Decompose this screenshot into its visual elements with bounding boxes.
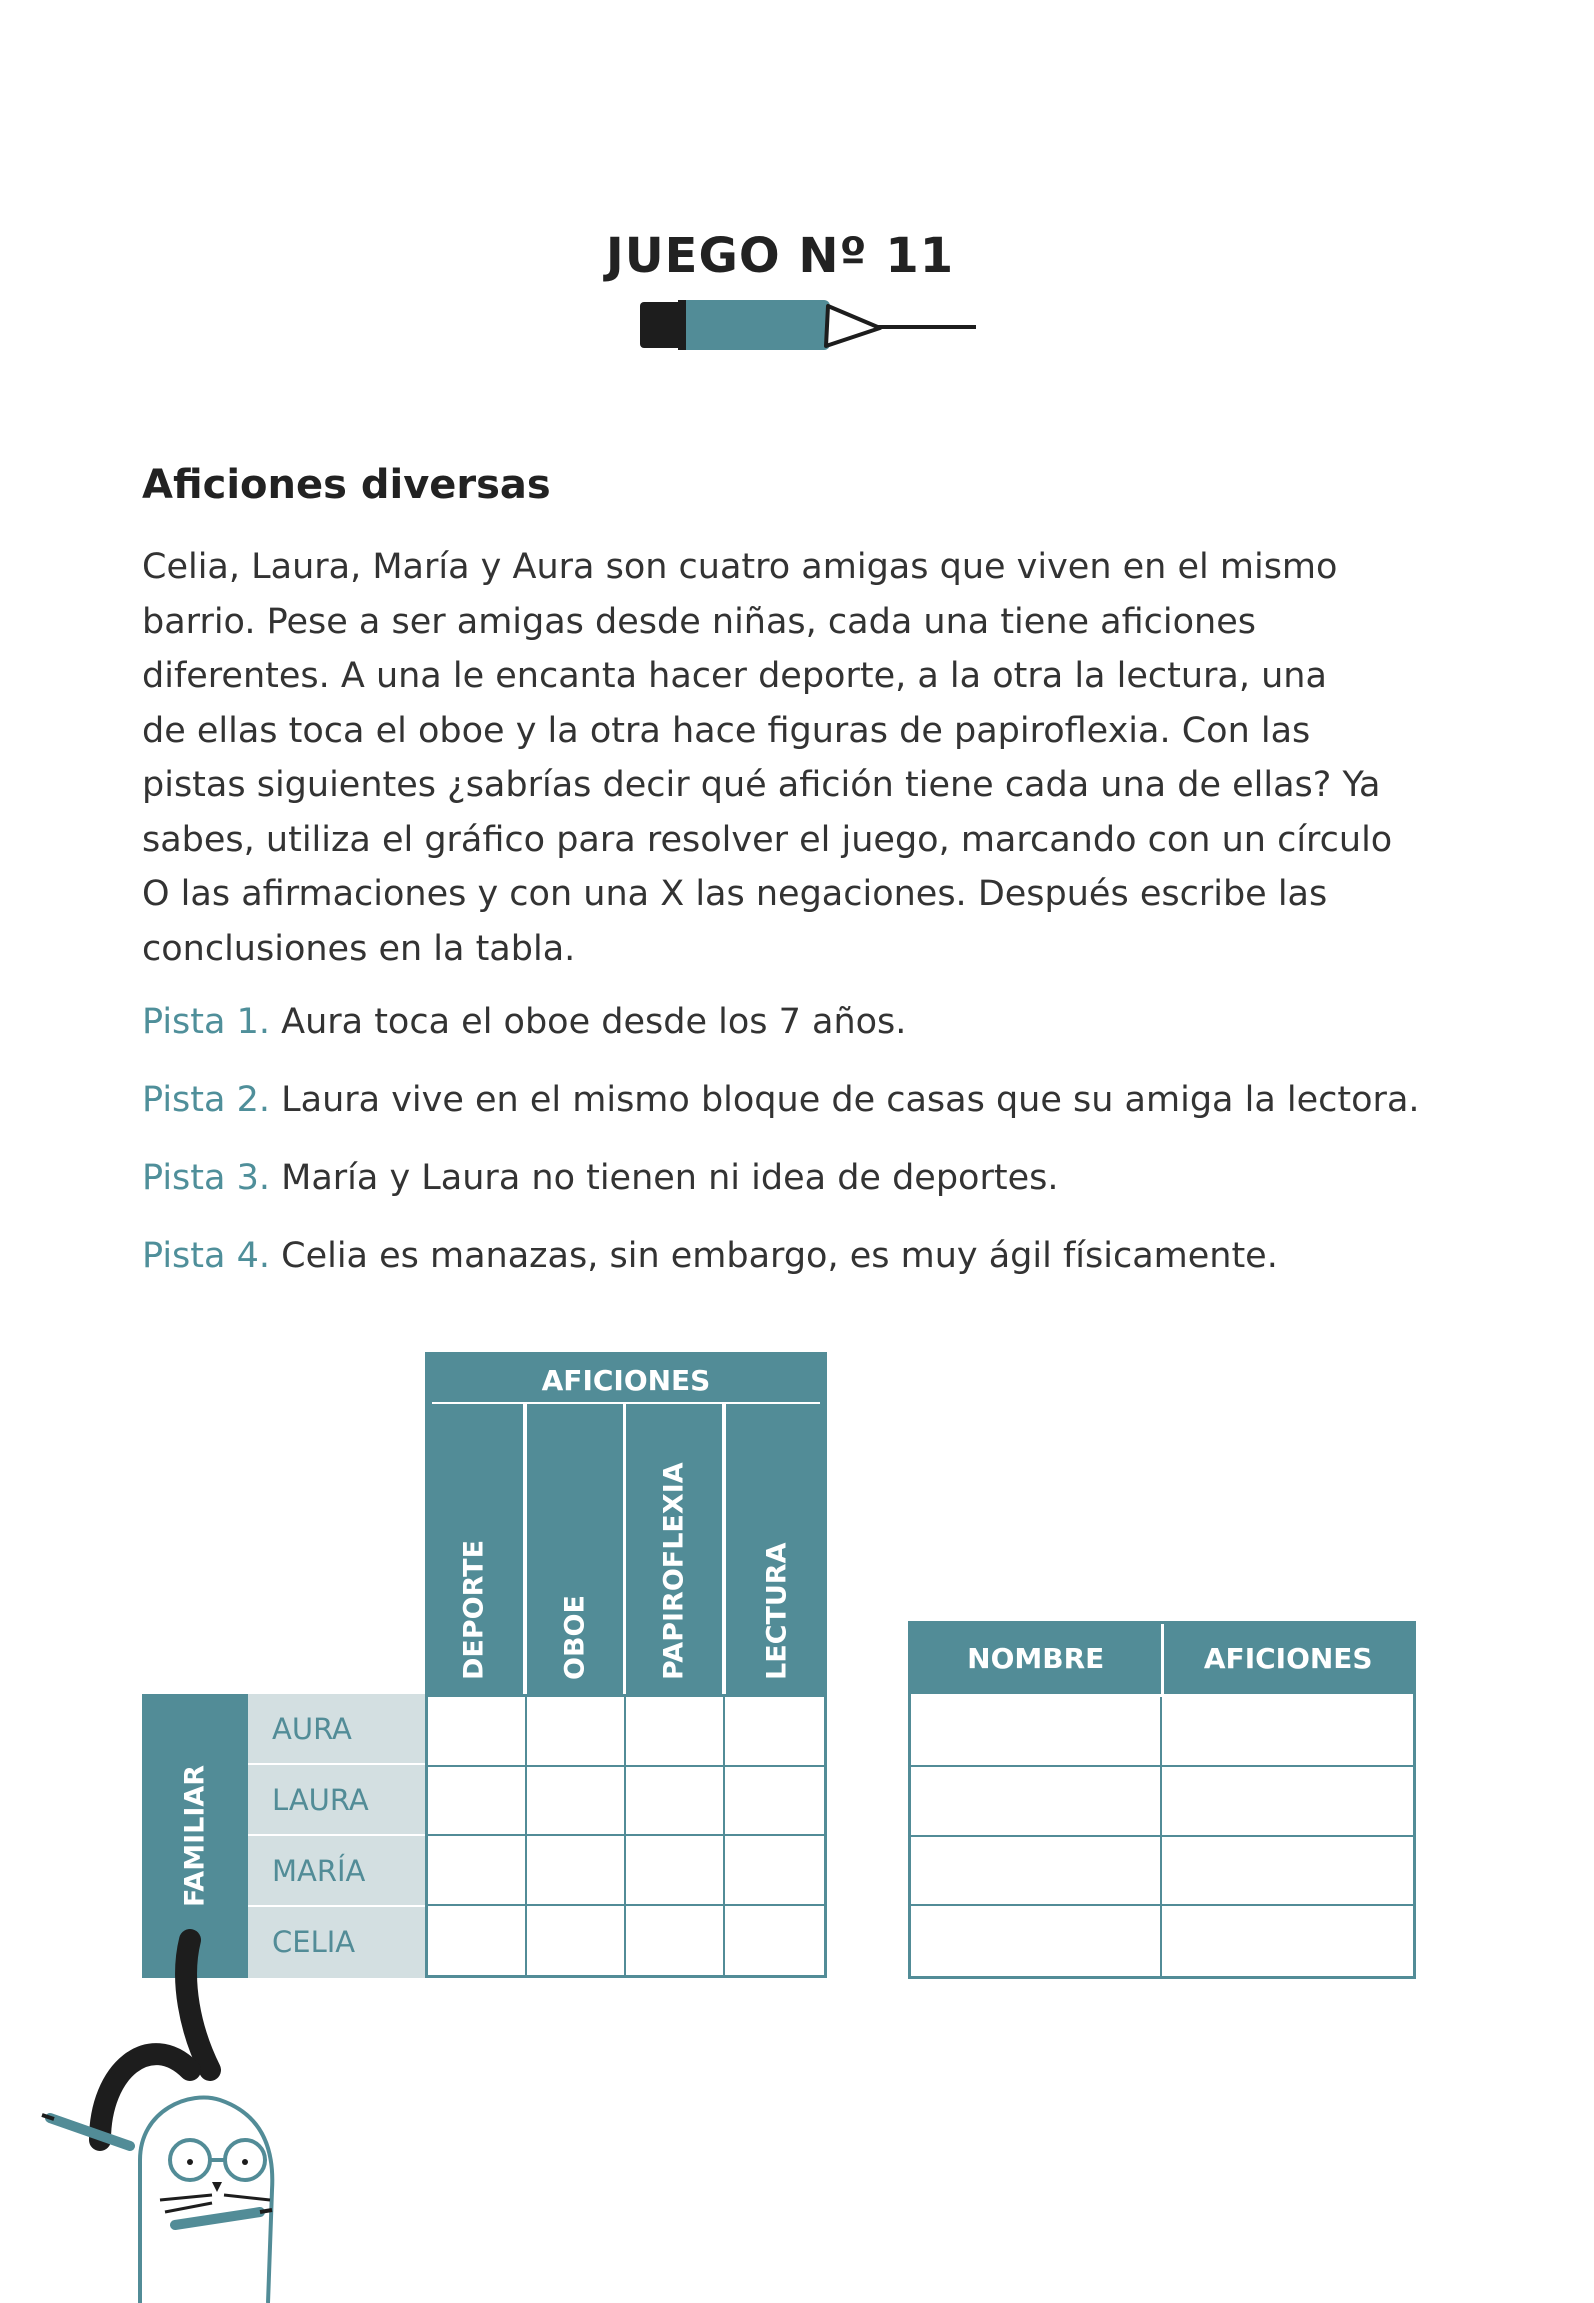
column-label: PAPIROFLEXIA: [658, 1462, 690, 1680]
intro-line: conclusiones en la tabla.: [142, 928, 576, 969]
clue-3: [142, 1158, 1058, 1198]
summary-cell[interactable]: [1162, 1697, 1413, 1767]
grid-cell[interactable]: [527, 1767, 626, 1837]
clue-text: María y Laura no tienen ni idea de deportes.: [270, 1158, 1059, 1198]
summary-cell[interactable]: [1162, 1837, 1413, 1907]
grid-column-header: [624, 1404, 722, 1694]
intro-line: barrio. Pese a ser amigas desde niñas, cada una tiene aficiones: [142, 601, 1256, 642]
clue-label: Pista 3.: [142, 1158, 270, 1198]
grid-cell[interactable]: [626, 1906, 725, 1976]
intro-line: de ellas toca el oboe y la otra hace figuras de papiroflexia. Con las: [142, 710, 1311, 751]
clue-2: [142, 1080, 1420, 1120]
column-label: OBOE: [559, 1595, 591, 1680]
summary-cell[interactable]: [911, 1767, 1162, 1837]
clue-1: [142, 1002, 906, 1042]
clue-text: Aura toca el oboe desde los 7 años.: [270, 1002, 907, 1042]
grid-row-label: CELIA: [248, 1907, 425, 1978]
grid-row-label: MARÍA: [248, 1836, 425, 1907]
grid-top-header: AFICIONES: [425, 1352, 827, 1404]
pencil-icon: [640, 300, 980, 360]
clue-4: [142, 1236, 1278, 1276]
summary-cell[interactable]: [1162, 1906, 1413, 1976]
intro-line: O las afirmaciones y con una X las negaciones. Después escribe las: [142, 874, 1328, 914]
grid-cell[interactable]: [725, 1906, 824, 1976]
column-label: LECTURA: [761, 1542, 792, 1680]
intro-line: Celia, Laura, María y Aura son cuatro amigas que viven en el mismo: [142, 547, 1338, 587]
intro-line: diferentes. A una le encanta hacer deporte, a la otra la lectura, una: [142, 656, 1327, 696]
clue-label: Pista 2.: [142, 1080, 270, 1120]
grid-cell[interactable]: [428, 1697, 527, 1767]
grid-cell[interactable]: [626, 1697, 725, 1767]
grid-cell[interactable]: [725, 1767, 824, 1837]
grid-cell[interactable]: [428, 1836, 527, 1906]
grid-row-label: LAURA: [248, 1765, 425, 1836]
grid-cell[interactable]: [725, 1697, 824, 1767]
grid-column-header: [525, 1404, 623, 1694]
clue-text: Celia es manazas, sin embargo, es muy ágil físicamente.: [270, 1236, 1278, 1276]
page-title: JUEGO Nº 11: [605, 228, 955, 284]
summary-cell[interactable]: [1162, 1767, 1413, 1837]
grid-cell[interactable]: [626, 1836, 725, 1906]
intro-paragraph: [142, 540, 1442, 976]
grid-cell[interactable]: [626, 1767, 725, 1837]
grid-cell[interactable]: [725, 1836, 824, 1906]
side-header-label: FAMILIAR: [179, 1764, 211, 1908]
grid-cell[interactable]: [428, 1906, 527, 1976]
grid-column-header: [724, 1404, 827, 1694]
grid-cell[interactable]: [428, 1767, 527, 1837]
clue-label: Pista 4.: [142, 1236, 270, 1276]
summary-header-name: NOMBRE: [911, 1624, 1164, 1694]
summary-cell[interactable]: [911, 1697, 1162, 1767]
grid-row-label: AURA: [248, 1694, 425, 1765]
section-heading: Aficiones diversas: [142, 462, 551, 508]
grid-column-header: [425, 1404, 523, 1694]
summary-cell[interactable]: [911, 1837, 1162, 1907]
column-label: DEPORTE: [458, 1539, 490, 1680]
grid-cell[interactable]: [527, 1697, 626, 1767]
logic-grid: [425, 1694, 827, 1978]
grid-cell[interactable]: [527, 1836, 626, 1906]
summary-body: [911, 1697, 1413, 1976]
mascot-illustration: [40, 1920, 300, 2303]
intro-line: pistas siguientes ¿sabrías decir qué afición tiene cada una de ellas? Ya: [142, 765, 1381, 805]
summary-cell[interactable]: [911, 1906, 1162, 1976]
clue-label: Pista 1.: [142, 1002, 270, 1042]
grid-cell[interactable]: [527, 1906, 626, 1976]
summary-header-hobby: AFICIONES: [1203, 1642, 1373, 1675]
summary-table: [908, 1621, 1416, 1979]
intro-line: sabes, utiliza el gráfico para resolver el juego, marcando con un círculo: [142, 819, 1393, 860]
summary-header-row: [911, 1624, 1413, 1694]
clue-text: Laura vive en el mismo bloque de casas que su amiga la lectora.: [270, 1080, 1420, 1120]
